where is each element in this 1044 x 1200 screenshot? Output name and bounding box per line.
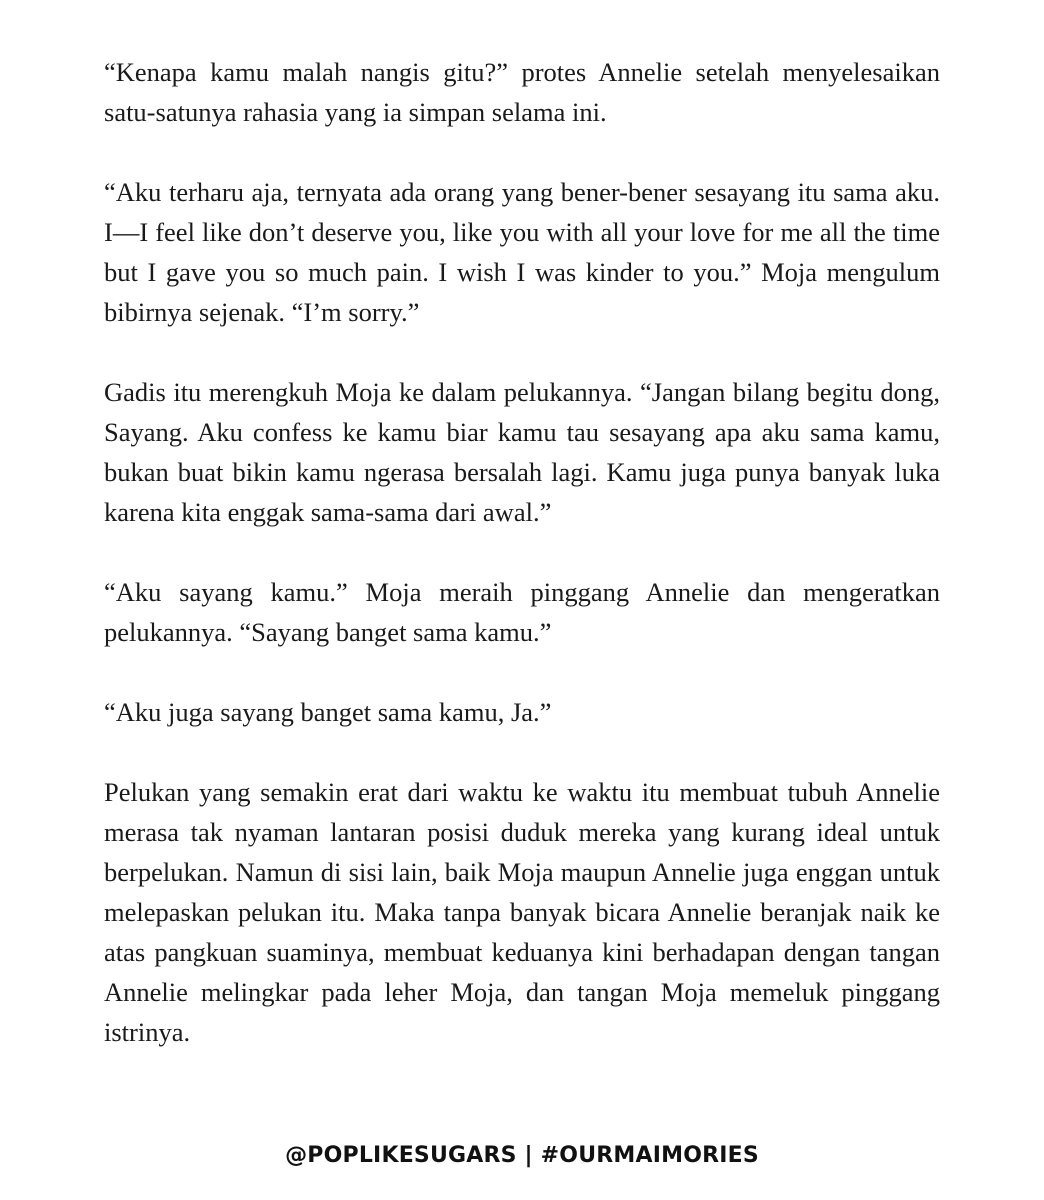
paragraph-5: “Aku juga sayang banget sama kamu, Ja.” (104, 697, 552, 727)
paragraph-3: Gadis itu merengkuh Moja ke dalam pelukannya. “Jangan bilang begitu dong, Sayang. Aku confess ke kamu biar kamu tau sesayang apa aku sama kamu, bukan buat bikin kamu ngerasa bersalah lagi. Kamu juga punya banyak luka karena kita enggak sama-sama dari awal.” (104, 377, 940, 527)
paragraph-1: “Kenapa kamu malah nangis gitu?” protes Annelie setelah menyelesaikan satu-satunya rahasia yang ia simpan selama ini. (104, 57, 940, 127)
story-text (104, 52, 940, 1052)
paragraph-4: “Aku sayang kamu.” Moja meraih pinggang Annelie dan mengeratkan pelukannya. “Sayang banget sama kamu.” (104, 577, 940, 647)
paragraph-6: Pelukan yang semakin erat dari waktu ke waktu itu membuat tubuh Annelie merasa tak nyaman lantaran posisi duduk mereka yang kurang ideal untuk berpelukan. Namun di sisi lain, baik Moja maupun Annelie juga enggan untuk melepaskan pelukan itu. Maka tanpa banyak bicara Annelie beranjak naik ke atas pangkuan suaminya, membuat keduanya kini berhadapan dengan tangan Annelie melingkar pada leher Moja, dan tangan Moja memeluk pinggang istrinya. (104, 777, 940, 1047)
paragraph-2: “Aku terharu aja, ternyata ada orang yang bener-bener sesayang itu sama aku. I—I feel like don’t deserve you, like you with all your love for me all the time but I gave you so much pain. I wish I was kinder to you.” Moja mengulum bibirnya sejenak. “I’m sorry.” (104, 177, 940, 327)
footer-credit: @POPLIKESUGARS | #OURMAIMORIES (285, 1143, 759, 1168)
